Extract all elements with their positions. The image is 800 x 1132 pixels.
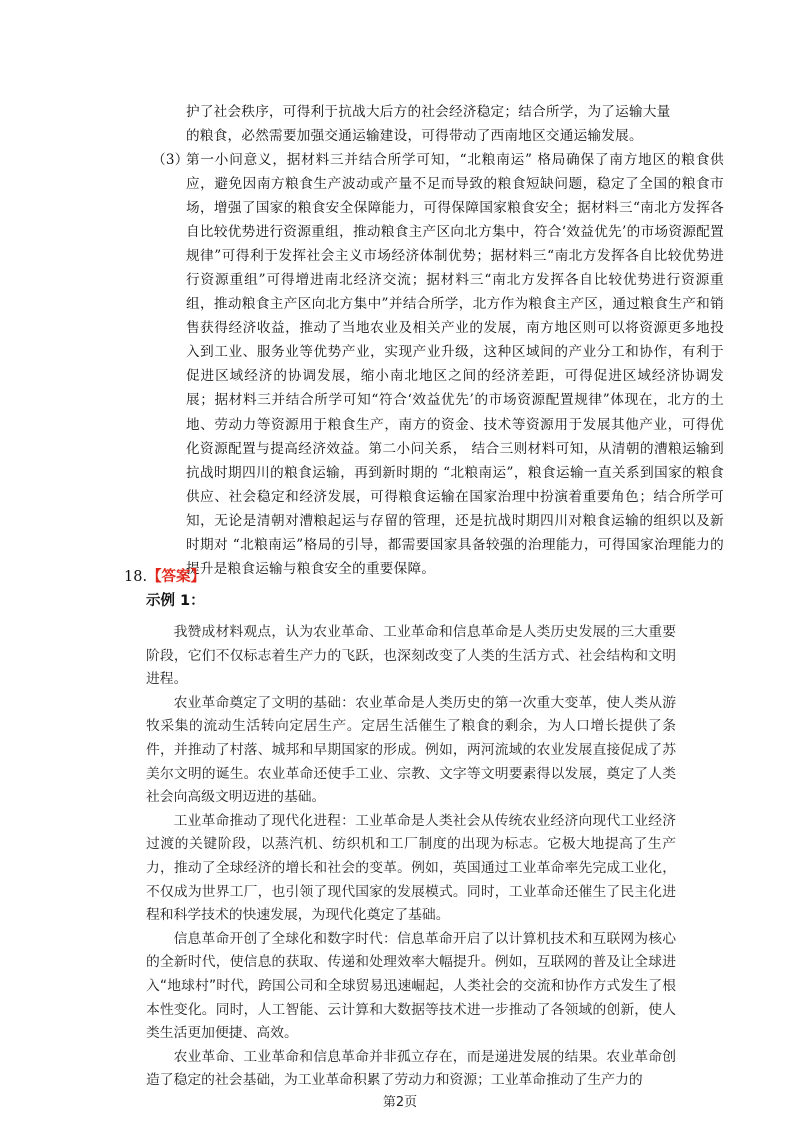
sub-question-text: 第一小问意义，据材料三并结合所学可知，“北粮南运” 格局确保了南方地区的粮食供应，避免因南方粮食生产波动或产量不足而导致的粮食短缺问题，稳定了全国的粮食市场，增强了国家的粮食安全保障能力，可得保障国家粮食安全；据材料三“南北方发挥各自比较优势进行资源重组，推动粮食主产区向北方集中，符合‘效益优先’的市场资源配置规律”可得利于发挥社会主义市场经济体制优势；据材料三“南北方发挥各自比较优势进行资源重组”可得增进南北经济交流；据材料三“南北方发挥各自比较优势进行资源重组，推动粮食主产区向北方集中”并结合所学，北方作为粮食主产区，通过粮食生产和销售获得经济收益，推动了当地农业及相关产业的发展，南方地区则可以将资源更多地投入到工业、服务业等优势产业，实现产业升级，这种区域间的产业分工和协作，有利于促进区域经济的协调发展，缩小南北地区之间的经济差距，可得促进区域经济协调发展；据材料三并结合所学可知“符合‘效益优先’的市场资源配置规律”体现在，北方的土地、劳动力等资源用于粮食生产，南方的资金、技术等资源用于发展其他产业，可得优化资源配置与提高经济效益。第二小问关系， 结合三则材料可知，从清朝的漕粮运输到抗战时期四川的粮食运输，再到新时期的 “北粮南运”，粮食运输一直关系到国家的粮食供应、社会稳定和经济发展，可得粮食运输在国家治理中扮演着重要角色；结合所学可知，无论是清朝对漕粮起运与存留的管理，还是抗战时期四川对粮食运输的组织以及新时期对 “北粮南运”格局的引导，都需要国家具备较强的治理能力，可得国家治理能力的提升是粮食运输与粮食安全的重要保障。 xyxy=(186,152,724,577)
page-number: 第2页 xyxy=(382,1095,418,1110)
example-label: 示例 1： xyxy=(146,593,205,609)
answer-continuation xyxy=(186,100,716,148)
sub-question-number: （3） xyxy=(152,152,189,168)
essay-body xyxy=(146,621,676,1093)
essay-paragraph: 农业革命奠定了文明的基础：农业革命是人类历史的第一次重大变革，使人类从游牧采集的流动生活转向定居生产。定居生活催生了粮食的剩余，为人口增长提供了条件，并推动了村落、城邦和早期国家的形成。例如，两河流域的农业发展直接促成了苏美尔文明的诞生。农业革命还使手工业、宗教、文字等文明要素得以发展，奠定了人类社会向高级文明迈进的基础。 xyxy=(146,694,676,806)
question-number: 18. xyxy=(124,569,148,585)
question-3-answer xyxy=(152,148,724,581)
question-18-heading xyxy=(124,567,205,587)
text-line: 的粮食，必然需要加强交通运输建设，可得带动了西南地区交通运输发展。 xyxy=(186,128,643,145)
answer-label: 【答案】 xyxy=(147,569,206,585)
essay-paragraph: 我赞成材料观点，认为农业革命、工业革命和信息革命是人类历史发展的三大重要阶段，它们不仅标志着生产力的飞跃，也深刻改变了人类的生活方式、社会结构和文明进程。 xyxy=(146,624,676,688)
essay-paragraph: 农业革命、工业革命和信息革命并非孤立存在，而是递进发展的结果。农业革命创造了稳定的社会基础，为工业革命积累了劳动力和资源；工业革命推动了生产力的 xyxy=(146,1048,676,1089)
essay-paragraph: 工业革命推动了现代化进程：工业革命是人类社会从传统农业经济向现代工业经济过渡的关键阶段，以蒸汽机、纺织机和工厂制度的出现为标志。它极大地提高了生产力，推动了全球经济的增长和社会的变革。例如，英国通过工业革命率先完成工业化，不仅成为世界工厂，也引领了现代国家的发展模式。同时，工业革命还催生了民主化进程和科学技术的快速发展，为现代化奠定了基础。 xyxy=(146,812,676,924)
essay-paragraph: 信息革命开创了全球化和数字时代：信息革命开启了以计算机技术和互联网为核心的全新时代，使信息的获取、传递和处理效率大幅提升。例如，互联网的普及让全球进入“地球村”时代，跨国公司和全球贸易迅速崛起，人类社会的交流和协作方式发生了根本性变化。同时，人工智能、云计算和大数据等技术进一步推动了各领域的创新，使人类生活更加便捷、高效。 xyxy=(146,930,676,1042)
text-line: 护了社会秩序，可得利于抗战大后方的社会经济稳定；结合所学，为了运输大量 xyxy=(186,104,671,120)
